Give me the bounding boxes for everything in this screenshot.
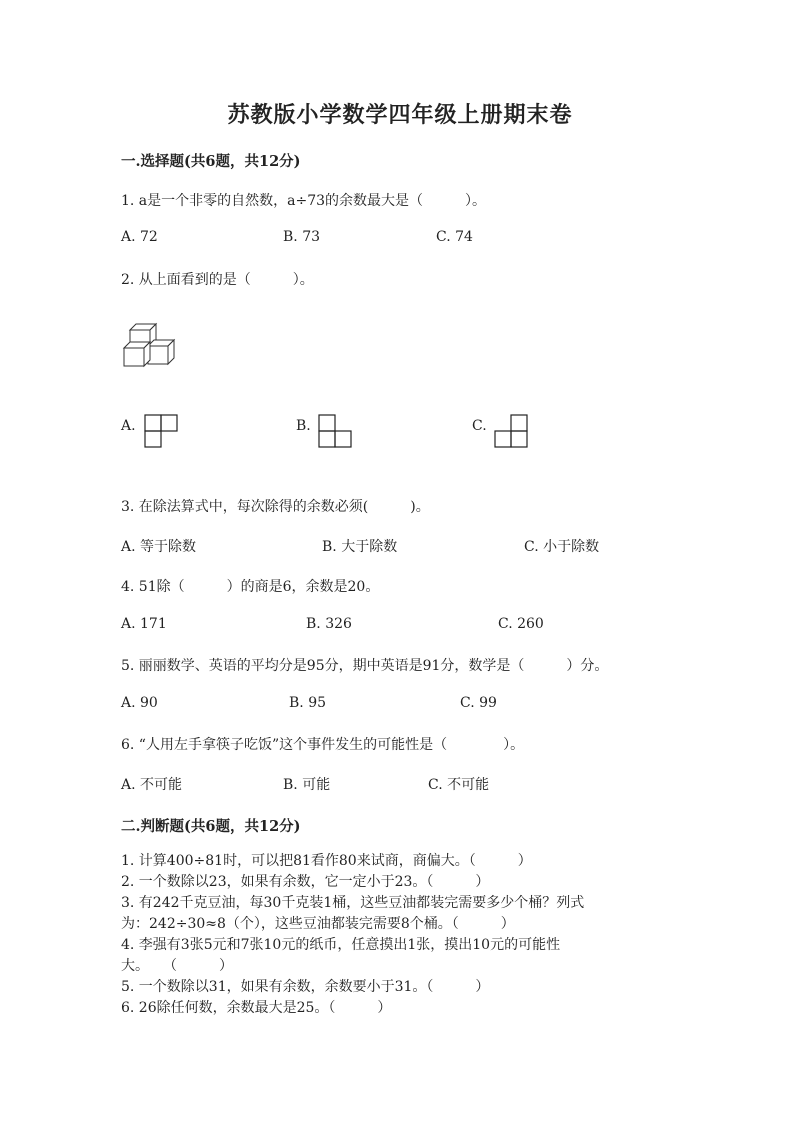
question-2: 2. 从上面看到的是（ ）。 (121, 272, 314, 288)
judge-line-5: 4. 李强有3张5元和7张10元的纸币，任意摸出1张，摸出10元的可能性 (121, 937, 561, 953)
q4-option-c: C. 260 (498, 616, 544, 632)
question-3: 3. 在除法算式中，每次除得的余数必须( )。 (121, 499, 430, 515)
page-title: 苏教版小学数学四年级上册期末卷 (227, 102, 573, 128)
section-heading-judge: 二.判断题(共6题，共12分) (121, 818, 301, 835)
q5-option-b: B. 95 (289, 695, 327, 711)
q5-option-c: C. 99 (460, 695, 497, 711)
q1-option-c: C. 74 (436, 229, 473, 245)
question-5: 5. 丽丽数学、英语的平均分是95分，期中英语是91分，数学是（ ）分。 (121, 658, 609, 674)
cube-figure (118, 320, 182, 368)
q2-option-b-shape (318, 414, 352, 448)
judge-line-6: 大。 （ ） (121, 958, 233, 974)
q6-option-c: C. 不可能 (428, 777, 490, 793)
q2-option-c: C. (472, 418, 487, 434)
q2-option-a: A. (121, 418, 136, 434)
question-6: 6. “人用左手拿筷子吃饭”这个事件发生的可能性是（ ）。 (121, 737, 525, 753)
q4-option-a: A. 171 (121, 616, 167, 632)
judge-line-2: 2. 一个数除以23，如果有余数，它一定小于23。（ ） (121, 874, 490, 890)
judge-line-8: 6. 26除任何数，余数最大是25。（ ） (121, 1000, 392, 1016)
q6-option-a: A. 不可能 (121, 777, 183, 793)
q5-option-a: A. 90 (121, 695, 158, 711)
q2-option-b: B. (296, 418, 311, 434)
judge-line-4: 为：242÷30≈8（个），这些豆油都装完需要8个桶。（ ） (121, 916, 515, 932)
question-4: 4. 51除（ ）的商是6，余数是20。 (121, 579, 380, 595)
judge-line-7: 5. 一个数除以31，如果有余数，余数要小于31。（ ） (121, 979, 490, 995)
q3-option-b: B. 大于除数 (322, 539, 398, 555)
q2-option-a-shape (144, 414, 178, 448)
q3-option-c: C. 小于除数 (524, 539, 600, 555)
q6-option-b: B. 可能 (283, 777, 331, 793)
q2-option-c-shape (494, 414, 528, 448)
q3-option-a: A. 等于除数 (121, 539, 197, 555)
judge-line-1: 1. 计算400÷81时，可以把81看作80来试商，商偏大。（ ） (121, 853, 532, 869)
q4-option-b: B. 326 (306, 616, 352, 632)
judge-line-3: 3. 有242千克豆油，每30千克装1桶，这些豆油都装完需要多少个桶？列式 (121, 895, 585, 911)
section-heading-choice: 一.选择题(共6题，共12分) (121, 153, 301, 170)
question-1: 1. a是一个非零的自然数，a÷73的余数最大是（ ）。 (121, 193, 487, 209)
q1-option-a: A. 72 (121, 229, 158, 245)
q1-option-b: B. 73 (283, 229, 321, 245)
